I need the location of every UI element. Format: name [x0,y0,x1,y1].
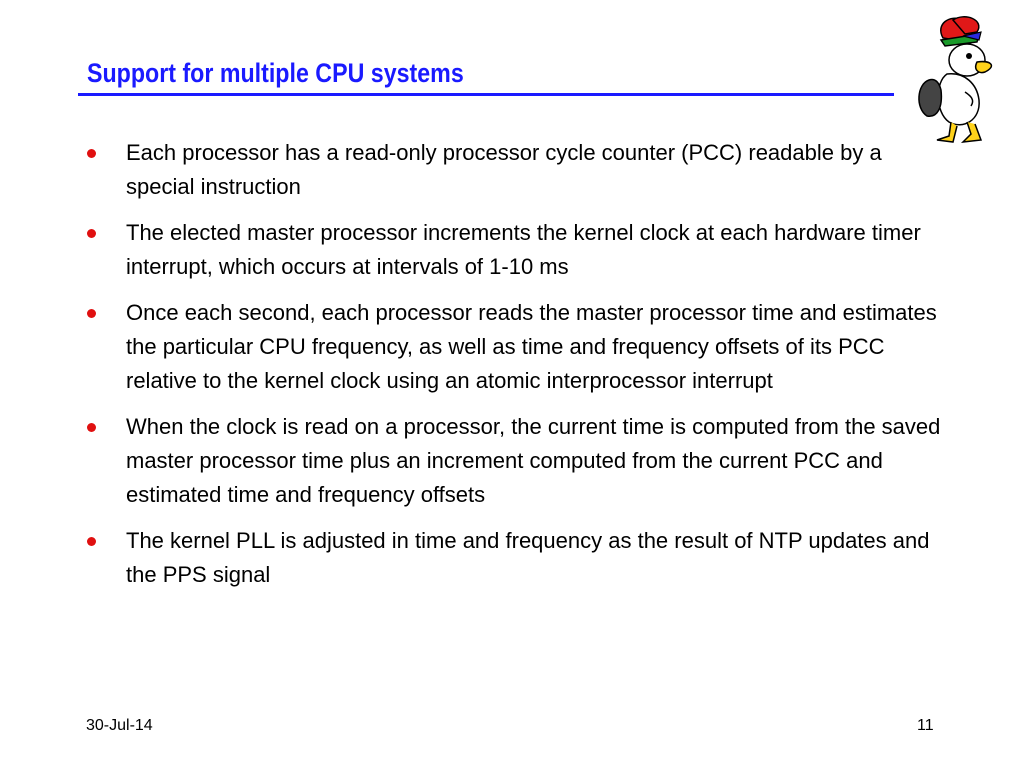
bullet-dot-icon [87,229,96,238]
bullet-item [82,296,942,398]
bullet-item [82,524,942,592]
bullet-text: Once each second, each processor reads the master processor time and estimates the particular CPU frequency, as well as time and frequency offsets of its PCC relative to the kernel clock using an atomic interprocessor interrupt [126,300,937,393]
bullet-dot-icon [87,149,96,158]
bullet-dot-icon [87,423,96,432]
bullet-item [82,136,942,204]
bullet-dot-icon [87,537,96,546]
bullet-text: Each processor has a read-only processor cycle counter (PCC) readable by a special instruction [126,140,882,199]
page-number: 11 [917,717,934,734]
footer-date: 30-Jul-14 [86,717,153,734]
bullet-list [82,136,942,604]
bullet-item [82,216,942,284]
slide-title: Support for multiple CPU systems [87,58,464,88]
bullet-text: When the clock is read on a processor, the current time is computed from the saved master processor time plus an increment computed from the current PCC and estimated time and frequency offsets [126,414,941,507]
bullet-text: The kernel PLL is adjusted in time and frequency as the result of NTP updates and the PPS signal [126,528,930,587]
bullet-dot-icon [87,309,96,318]
title-underline [78,93,894,96]
bullet-item [82,410,942,512]
bullet-text: The elected master processor increments the kernel clock at each hardware timer interrupt, which occurs at intervals of 1-10 ms [126,220,921,279]
duck-mascot-icon [905,12,1005,148]
